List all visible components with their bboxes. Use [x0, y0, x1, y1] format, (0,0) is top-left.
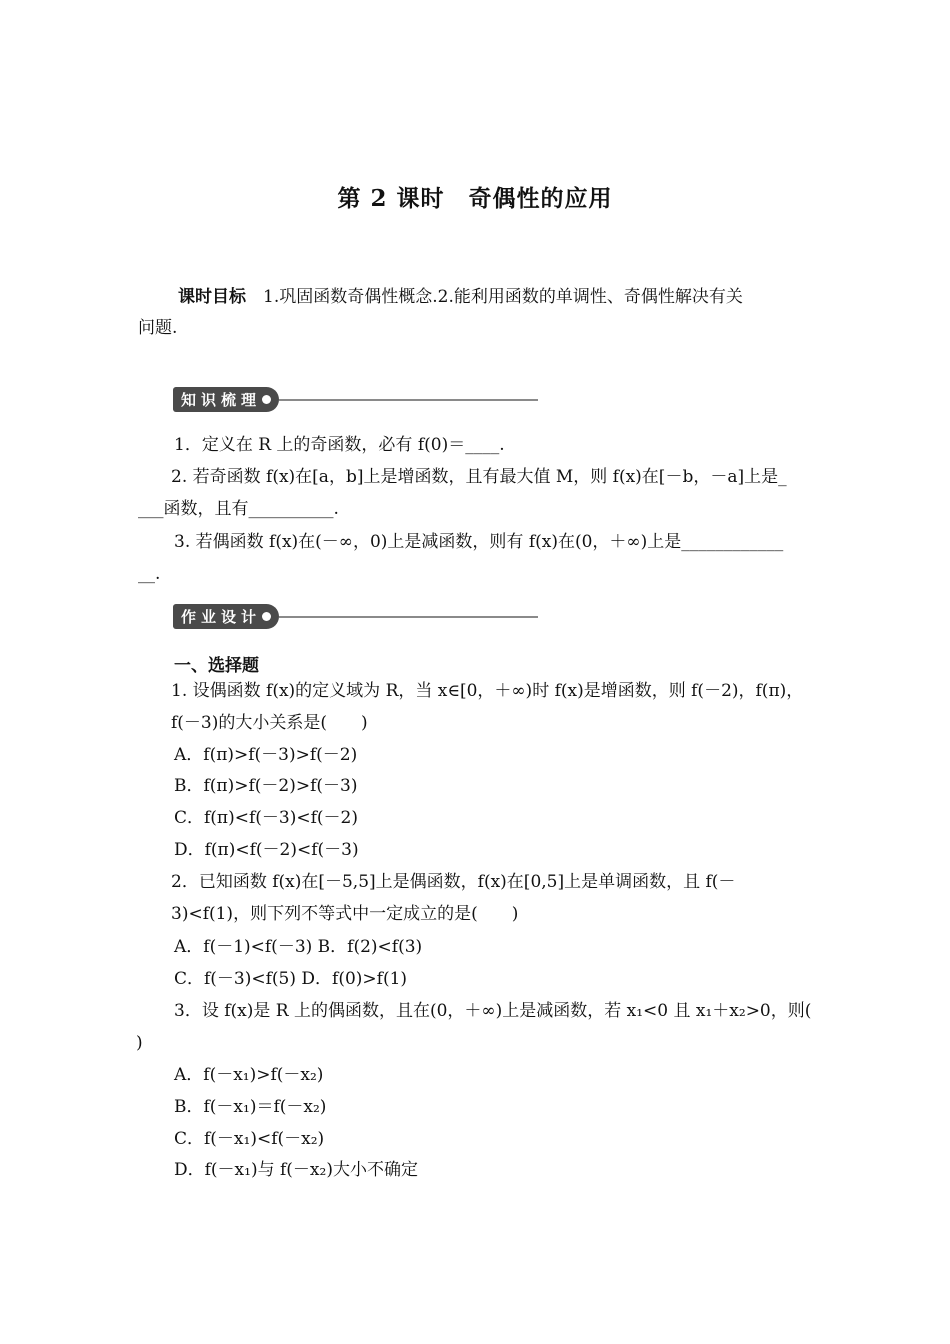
question-stem: 3)<f(1)，则下列不等式中一定成立的是( ) — [171, 904, 519, 924]
question-stem: ) — [136, 1033, 143, 1053]
question-option: A．f(π)>f(－3)>f(－2) — [174, 745, 358, 765]
badge-dot-icon — [262, 395, 271, 404]
badge-rule — [279, 616, 538, 618]
question-option: A．f(－1)<f(－3) B．f(2)<f(3) — [174, 937, 423, 957]
goal-text: 1.巩固函数奇偶性概念.2.能利用函数的单调性、奇偶性解决有关 — [263, 287, 743, 307]
question-stem: 1. 设偶函数 f(x)的定义域为 R，当 x∈[0，＋∞)时 f(x)是增函数，则 f(－2)，f(π)， — [171, 681, 804, 701]
knowledge-item: 1．定义在 R 上的奇函数，必有 f(0)＝____. — [174, 435, 505, 455]
goal-text-cont: 问题. — [138, 318, 178, 338]
badge-dot-icon — [262, 612, 271, 621]
question-option: D．f(－x₁)与 f(－x₂)大小不确定 — [174, 1160, 418, 1180]
goal-label: 课时目标 — [178, 287, 246, 307]
knowledge-item: __. — [138, 564, 161, 584]
question-stem: 2．已知函数 f(x)在[－5,5]上是偶函数，f(x)在[0,5]上是单调函数，且 f(－ — [171, 872, 736, 892]
question-stem: f(－3)的大小关系是( ) — [171, 713, 368, 733]
section-heading: 一、选择题 — [174, 656, 259, 676]
question-option: B．f(－x₁)＝f(－x₂) — [174, 1097, 327, 1117]
question-option: C．f(－x₁)<f(－x₂) — [174, 1129, 325, 1149]
homework-badge — [173, 604, 538, 629]
lesson-goal — [178, 287, 743, 307]
question-option: C．f(π)<f(－3)<f(－2) — [174, 808, 358, 828]
knowledge-item: 2. 若奇函数 f(x)在[a，b]上是增函数，且有最大值 M，则 f(x)在[－b，－a]上是_ — [171, 467, 787, 487]
question-option: D．f(π)<f(－2)<f(－3) — [174, 840, 359, 860]
question-option: A．f(－x₁)>f(－x₂) — [174, 1065, 324, 1085]
homework-badge-label: 作业设计 — [181, 608, 262, 626]
question-stem: 3．设 f(x)是 R 上的偶函数，且在(0，＋∞)上是减函数，若 x₁<0 且 x₁＋x₂>0，则( — [174, 1001, 812, 1021]
page-title: 第 2 课时 奇偶性的应用 — [337, 185, 613, 212]
badge-rule — [279, 399, 538, 401]
question-option: B．f(π)>f(－2)>f(－3) — [174, 776, 358, 796]
question-option: C．f(－3)<f(5) D．f(0)>f(1) — [174, 969, 408, 989]
knowledge-item: ___函数，且有__________. — [138, 499, 339, 519]
knowledge-badge-label: 知识梳理 — [181, 391, 262, 409]
knowledge-item: 3. 若偶函数 f(x)在(－∞，0)上是减函数，则有 f(x)在(0，＋∞)上是____________ — [174, 532, 784, 552]
knowledge-badge — [173, 387, 538, 412]
